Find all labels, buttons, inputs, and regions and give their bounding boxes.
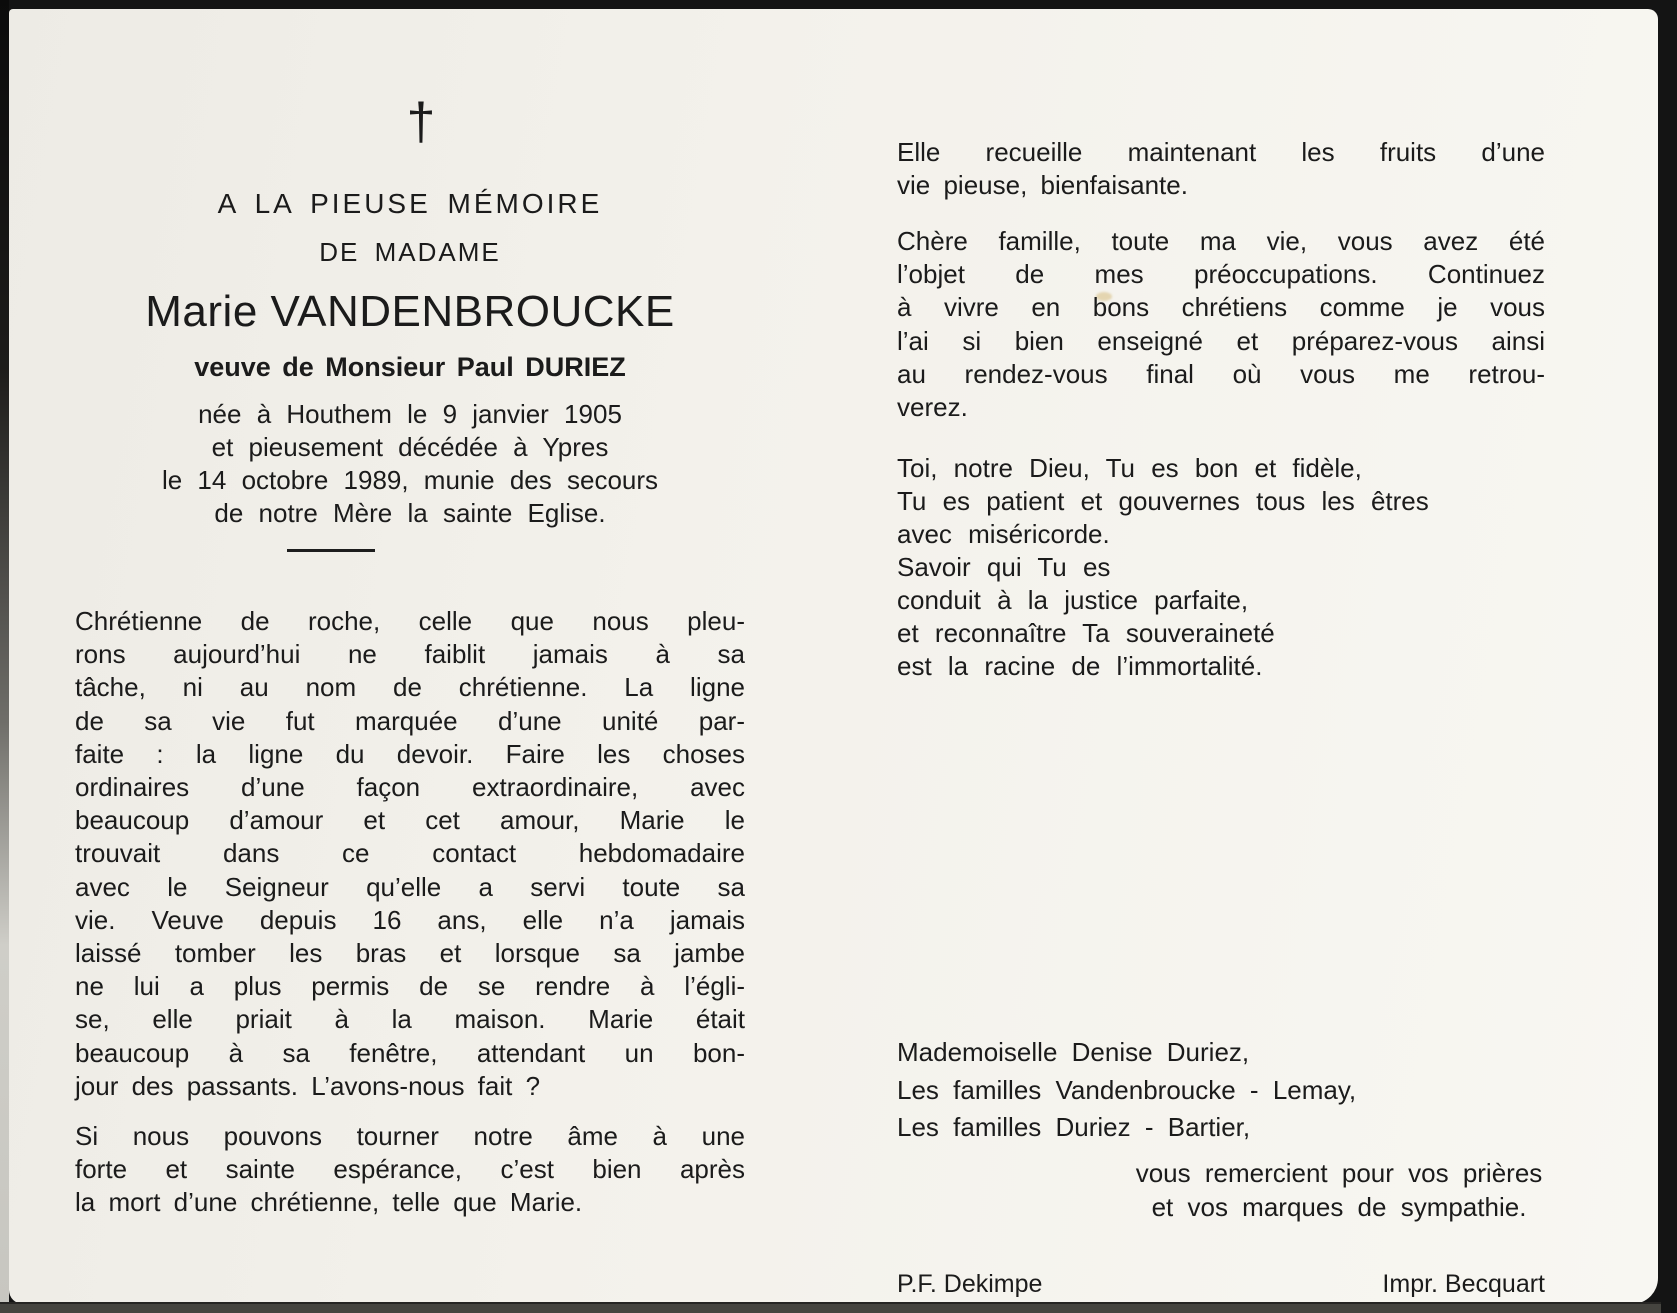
vitals-line: née à Houthem le 9 janvier 1905 <box>198 399 622 429</box>
text-line: de sa vie fut marquée d’une unité par- <box>75 705 745 736</box>
right-paragraph-2 <box>897 225 1545 424</box>
prayer-line: avec miséricorde. <box>897 519 1110 549</box>
prayer-block <box>897 452 1545 683</box>
prayer-line: conduit à la justice parfaite, <box>897 585 1249 615</box>
card-header <box>75 188 745 530</box>
birth-death-details <box>75 398 745 530</box>
text-line: beaucoup d’amour et cet amour, Marie le <box>75 805 745 836</box>
text-line: vie. Veuve depuis 16 ans, elle n’a jamais <box>75 904 745 935</box>
family-line: Mademoiselle Denise Duriez, <box>897 1037 1250 1067</box>
text-line: l’ai si bien enseigné et préparez-vous ainsi <box>897 325 1545 356</box>
left-paragraph-1 <box>75 605 745 1103</box>
text-line: tâche, ni au nom de chrétienne. La ligne <box>75 672 745 703</box>
text-line: ordinaires d’une façon extraordinaire, avec <box>75 772 745 803</box>
text-line: Chère famille, toute ma vie, vous avez été <box>897 226 1545 256</box>
thanks-block <box>897 1156 1663 1224</box>
text-line: Chrétienne de roche, celle que nous pleu- <box>75 606 745 636</box>
text-line: au rendez-vous final où vous me retrou- <box>897 358 1545 389</box>
family-line: Les familles Duriez - Bartier, <box>897 1112 1251 1142</box>
thanks-line: et vos marques de sympathie. <box>1151 1192 1527 1222</box>
cross-icon: † <box>406 93 436 151</box>
text-line: beaucoup à sa fenêtre, attendant un bon- <box>75 1037 745 1068</box>
prayer-line: Tu es patient et gouvernes tous les êtres <box>897 486 1429 516</box>
de-madame-line: DE MADAME <box>319 237 501 267</box>
vitals-line: le 14 octobre 1989, munie des secours <box>161 465 659 495</box>
text-line: vie pieuse, bienfaisante. <box>897 170 1188 201</box>
text-line: la mort d’une chrétienne, telle que Marie. <box>75 1187 583 1218</box>
deceased-name: Marie VANDENBROUCKE <box>145 287 675 336</box>
text-line: l’objet de mes préoccupations. Continuez <box>897 259 1545 290</box>
right-paragraph-1 <box>897 136 1545 202</box>
printer-credits-row <box>897 1270 1545 1299</box>
pious-memory-line: A LA PIEUSE MÉMOIRE <box>217 188 603 219</box>
thanks-line: vous remercient pour vos prières <box>1135 1158 1543 1188</box>
scan-edge-left <box>0 0 9 1313</box>
vitals-line: de notre Mère la sainte Eglise. <box>214 498 606 528</box>
prayer-line: Toi, notre Dieu, Tu es bon et fidèle, <box>897 453 1362 483</box>
family-line: Les familles Vandenbroucke - Lemay, <box>897 1074 1357 1105</box>
text-line: avec le Seigneur qu’elle a servi toute sa <box>75 871 745 902</box>
prayer-line: est la racine de l’immortalité. <box>897 651 1263 681</box>
text-line: se, elle priait à la maison. Marie était <box>75 1004 745 1035</box>
left-paragraph-2 <box>75 1120 745 1220</box>
funeral-home-credit: P.F. Dekimpe <box>897 1270 1043 1298</box>
text-line: jour des passants. L’avons-nous fait ? <box>75 1070 541 1101</box>
text-line: faite : la ligne du devoir. Faire les choses <box>75 738 745 769</box>
text-line: rons aujourd’hui ne faiblit jamais à sa <box>75 639 745 670</box>
divider-rule <box>287 549 375 552</box>
text-line: à vivre en bons chrétiens comme je vous <box>897 292 1545 323</box>
family-names-block <box>897 1034 1545 1147</box>
text-line: trouvait dans ce contact hebdomadaire <box>75 838 745 869</box>
prayer-line: et reconnaître Ta souveraineté <box>897 618 1275 648</box>
text-line: forte et sainte espérance, c’est bien après <box>75 1154 745 1185</box>
scan-edge-bottom <box>0 1302 1661 1313</box>
text-line: verez. <box>897 392 968 423</box>
text-line: Elle recueille maintenant les fruits d’une <box>897 137 1545 167</box>
text-line: Si nous pouvons tourner notre âme à une <box>75 1121 745 1151</box>
widow-of-line: veuve de Monsieur Paul DURIEZ <box>194 352 626 382</box>
text-line: ne lui a plus permis de se rendre à l’égli- <box>75 971 745 1002</box>
text-line: laissé tomber les bras et lorsque sa jambe <box>75 938 745 969</box>
prayer-line: Savoir qui Tu es <box>897 552 1111 582</box>
vitals-line: et pieusement décédée à Ypres <box>211 432 609 462</box>
printer-credit: Impr. Becquart <box>1382 1270 1545 1298</box>
